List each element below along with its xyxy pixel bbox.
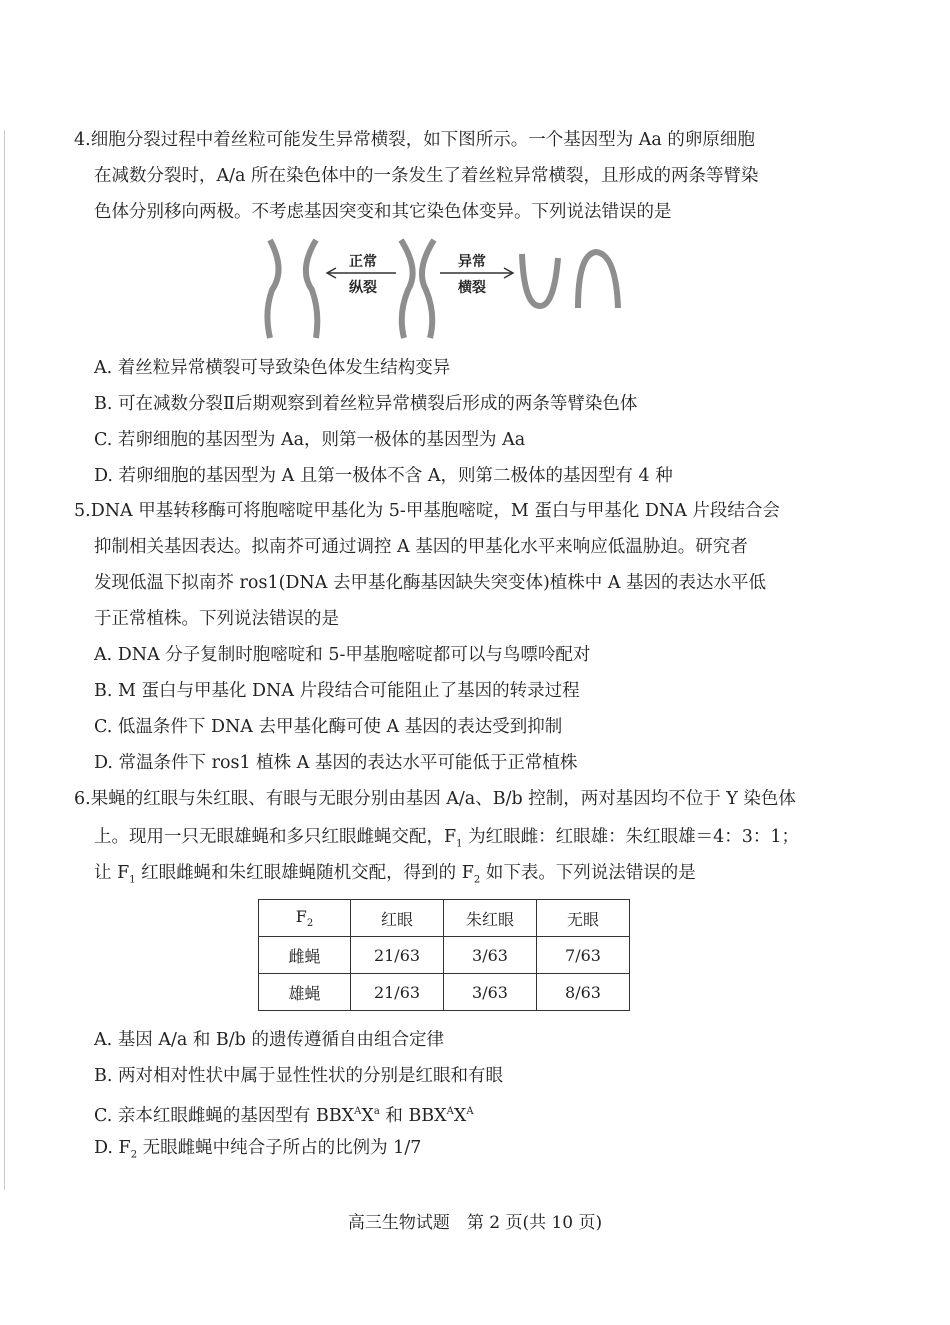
page-footer: 高三生物试题 第 2 页(共 10 页): [347, 1213, 603, 1233]
chromatid-right: [306, 240, 317, 338]
table-row-label: 雌蝇: [259, 937, 351, 974]
label-zonglie: 纵裂: [349, 280, 377, 296]
q5-option-b: B. M 蛋白与甲基化 DNA 片段结合可能阻止了基因的转录过程: [94, 681, 580, 701]
x-chromosome-right: [422, 240, 434, 338]
label-yichang: 异常: [458, 254, 486, 270]
q5-stem-line-1: 5.DNA 甲基转移酶可将胞嘧啶甲基化为 5-甲基胞嘧啶，M 蛋白与甲基化 DNA 片段结合会: [74, 501, 780, 521]
q6-option-a: A. 基因 A/a 和 B/b 的遗传遵循自由组合定律: [94, 1030, 444, 1050]
q5-stem-line-3: 发现低温下拟南芥 ros1(DNA 去甲基化酶基因缺失突变体)植株中 A 基因的表达水平低: [94, 573, 767, 593]
table-header-row: [259, 900, 630, 937]
table-header-no-eye: 无眼: [537, 900, 630, 937]
q4-option-b: B. 可在减数分裂Ⅱ后期观察到着丝粒异常横裂后形成的两条等臂染色体: [94, 394, 638, 414]
q5-option-a: A. DNA 分子复制时胞嘧啶和 5-甲基胞嘧啶都可以与鸟嘌呤配对: [94, 645, 591, 665]
q5-option-c: C. 低温条件下 DNA 去甲基化酶可使 A 基因的表达受到抑制: [94, 717, 563, 737]
table-cell: 21/63: [351, 937, 444, 974]
q6-option-b: B. 两对相对性状中属于显性性状的分别是红眼和有眼: [94, 1066, 503, 1086]
q5-stem-line-2: 抑制相关基因表达。拟南芥可通过调控 A 基因的甲基化水平来响应低温胁迫。研究者: [94, 537, 748, 557]
label-zhengchang: 正常: [349, 254, 377, 270]
table-cell: 7/63: [537, 937, 630, 974]
q6-option-c: C. 亲本红眼雌蝇的基因型有 $BBX^AX^a$ 和 $BBX^AX^A$: [94, 1105, 474, 1126]
q4-option-a: A. 着丝粒异常横裂可导致染色体发生结构变异: [94, 358, 451, 378]
q5-stem-line-4: 于正常植株。下列说法错误的是: [94, 609, 339, 629]
q6-stem-line-2: 上。现用一只无眼雄蝇和多只红眼雌蝇交配，$F_1$ 为红眼雌：红眼雄：朱红眼雄＝4：3：1；: [94, 827, 799, 850]
isochromosome-arch: [578, 252, 618, 308]
table-header-f2: $F_2$: [259, 900, 351, 937]
q6-stem-line-1: 6.果蝇的红眼与朱红眼、有眼与无眼分别由基因 A/a、B/b 控制，两对基因均不位于 Y 染色体: [74, 789, 796, 809]
table-row: [259, 974, 630, 1011]
table-cell: 8/63: [537, 974, 630, 1011]
margin-line: [4, 130, 5, 1190]
q4-option-d: D. 若卵细胞的基因型为 A 且第一极体不含 A，则第二极体的基因型有 4 种: [94, 466, 673, 486]
table-row: [259, 937, 630, 974]
label-henglie: 横裂: [458, 280, 486, 296]
table-header-red-eye: 红眼: [351, 900, 444, 937]
q4-stem-line-1: 4.细胞分裂过程中着丝粒可能发生异常横裂，如下图所示。一个基因型为 Aa 的卵原细胞: [74, 130, 755, 150]
table-cell: 3/63: [444, 974, 537, 1011]
q4-stem-line-3: 色体分别移向两极。不考虑基因突变和其它染色体变异。下列说法错误的是: [94, 202, 672, 222]
q6-stem-line-3: 让 $F_1$ 红眼雌蝇和朱红眼雄蝇随机交配，得到的 $F_2$ 如下表。下列说法错误的是: [94, 863, 696, 886]
q5-option-d: D. 常温条件下 ros1 植株 A 基因的表达水平可能低于正常植株: [94, 753, 578, 773]
f2-results-table: [258, 899, 630, 1011]
q6-option-d: D. $F_2$ 无眼雌蝇中纯合子所占的比例为 1/7: [94, 1138, 422, 1161]
table-cell: 3/63: [444, 937, 537, 974]
q4-stem-line-2: 在减数分裂时，A/a 所在染色体中的一条发生了着丝粒异常横裂，且形成的两条等臂染: [94, 166, 759, 186]
chromatid-left: [267, 240, 278, 338]
x-chromosome-left: [401, 240, 413, 338]
q4-option-c: C. 若卵细胞的基因型为 Aa，则第一极体的基因型为 Aa: [94, 430, 526, 450]
table-cell: 21/63: [351, 974, 444, 1011]
table-row-label: 雄蝇: [259, 974, 351, 1011]
chromosome-diagram: [258, 232, 628, 342]
isochromosome-u: [522, 254, 558, 306]
table-header-vermilion-eye: 朱红眼: [444, 900, 537, 937]
